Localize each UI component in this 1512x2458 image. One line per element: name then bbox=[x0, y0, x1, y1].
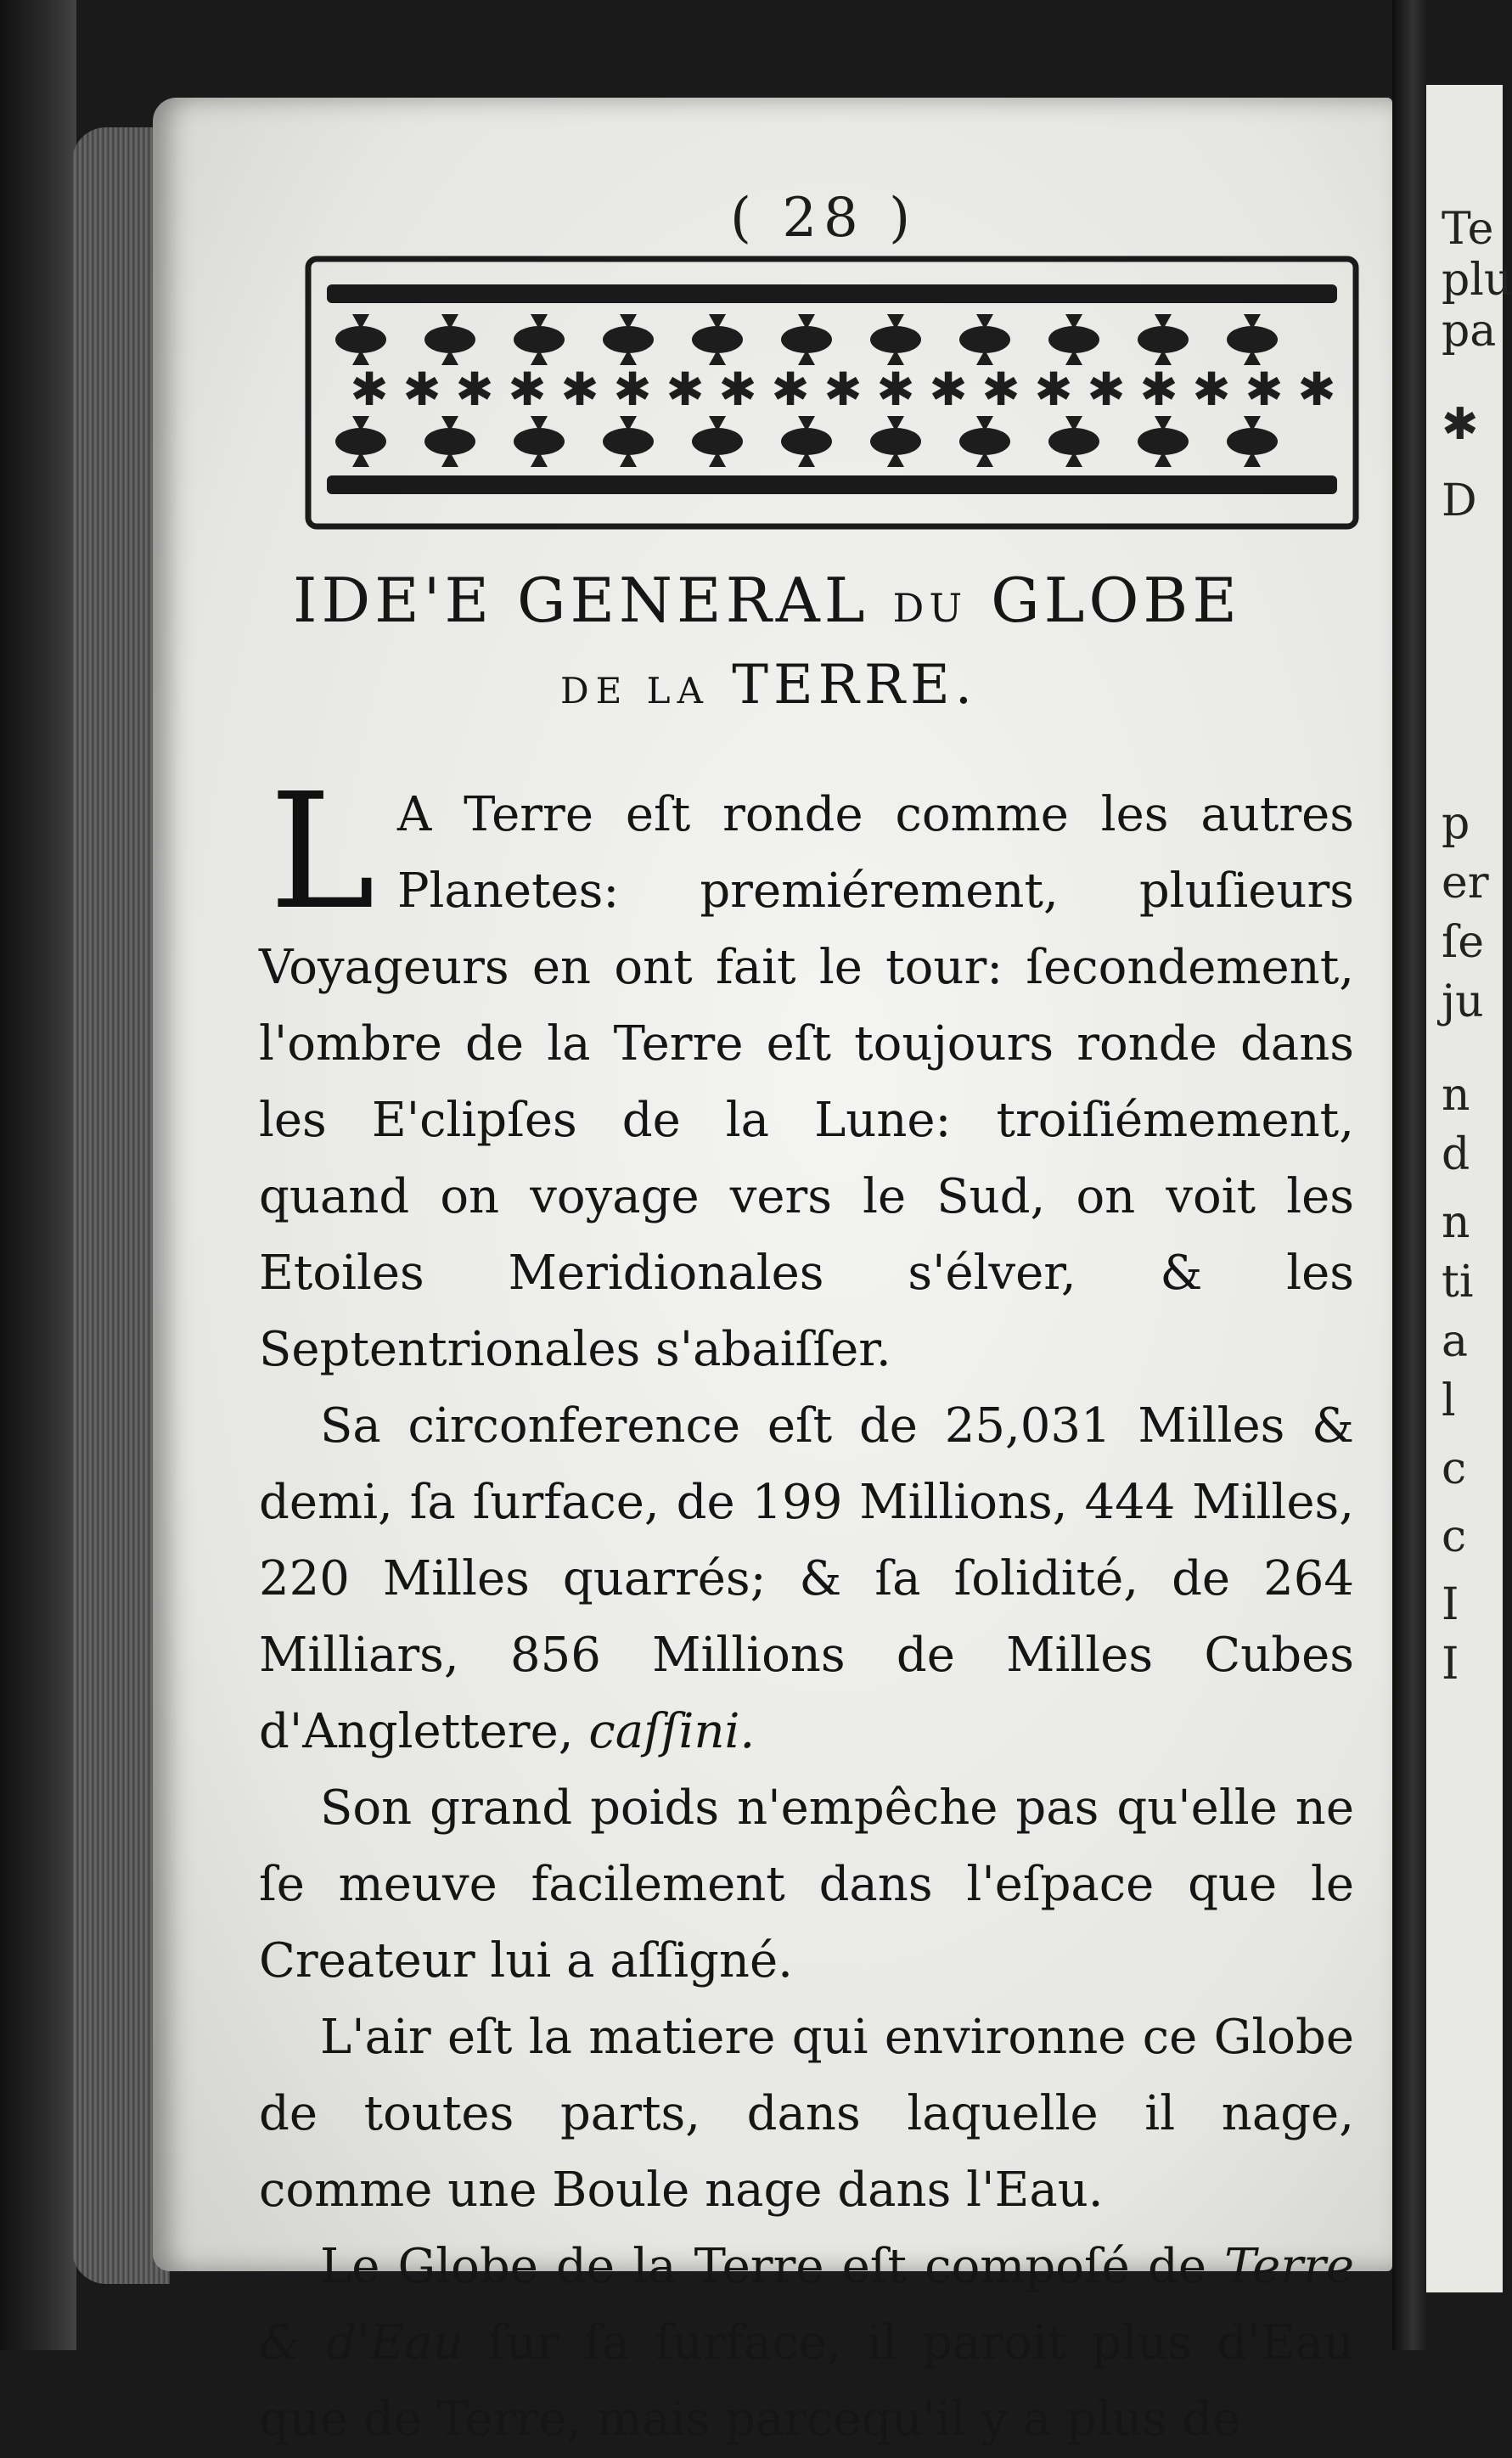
ornament-knot bbox=[424, 428, 475, 455]
ornament-star: ✱ bbox=[613, 363, 652, 416]
title-small-du: DU bbox=[892, 585, 968, 631]
facing-page-fragment: c bbox=[1442, 1443, 1467, 1494]
ornament-knot bbox=[1227, 428, 1278, 455]
ornament-star: ✱ bbox=[823, 363, 863, 416]
chapter-title-line1 bbox=[293, 565, 1367, 636]
ornament-star: ✱ bbox=[1192, 363, 1231, 416]
paragraph-1 bbox=[259, 759, 1354, 1388]
facing-page-fragment: l bbox=[1442, 1375, 1456, 1426]
paragraph-3: Son grand poids n'empêche pas qu'elle ne ſe meuve facilement dans l'eſpace que le Createur lui a aſſigné. bbox=[259, 1780, 1354, 1988]
ornament-knot bbox=[603, 428, 654, 455]
ornament-knot bbox=[781, 326, 832, 353]
decorative-headpiece bbox=[301, 250, 1363, 535]
ornament-star: ✱ bbox=[718, 363, 757, 416]
ornament-star: ✱ bbox=[981, 363, 1020, 416]
ornament-knot bbox=[424, 326, 475, 353]
ornament-knot bbox=[335, 326, 386, 353]
facing-page-fragment: I bbox=[1442, 1579, 1459, 1630]
facing-page-fragment: I bbox=[1442, 1639, 1459, 1690]
ornament-star: ✱ bbox=[1139, 363, 1178, 416]
ornament-knot bbox=[1138, 428, 1189, 455]
title-terre: TERRE. bbox=[732, 654, 978, 717]
ornament-knot bbox=[1048, 326, 1099, 353]
ornament-knot bbox=[692, 428, 743, 455]
ornament-knot bbox=[514, 326, 565, 353]
ornament-star: ✱ bbox=[929, 363, 968, 416]
ornament-star: ✱ bbox=[455, 363, 494, 416]
ornament-knot bbox=[870, 326, 921, 353]
ornament-knot bbox=[514, 428, 565, 455]
facing-page-fragment: pa bbox=[1442, 306, 1497, 357]
facing-page-fragment: p bbox=[1442, 798, 1470, 849]
facing-page-fragment: ju bbox=[1442, 976, 1484, 1027]
paragraph-5-italic: Terre & d'Eau bbox=[259, 2239, 1354, 2371]
facing-page-fragment: c bbox=[1442, 1511, 1467, 1562]
paragraph-1-text: A Terre eſt ronde comme les autres Planetes: premiérement, pluſieurs Voyageurs en ont fait le tour: ſecondement, l'ombre de la Terre eſt toujours ronde dans les E'clipſes de la Lune: troiſiémement, quand on voyage vers le Sud, on voit les Etoiles Meridionales s'élver, & les Septentrionales s'abaiſſer. bbox=[259, 787, 1354, 1377]
paragraph-5 bbox=[259, 2229, 1354, 2458]
ornament-knot bbox=[781, 428, 832, 455]
ornament-star: ✱ bbox=[771, 363, 810, 416]
facing-page bbox=[1426, 85, 1512, 2292]
facing-page-fragment: n bbox=[1442, 1070, 1470, 1121]
ornament-star: ✱ bbox=[402, 363, 441, 416]
paragraph-5-start: Le Globe de la Terre eſt compoſé de bbox=[320, 2239, 1206, 2294]
paragraph-2 bbox=[259, 1388, 1354, 1770]
facing-page-fragment: a bbox=[1442, 1316, 1469, 1367]
page-number: ( 28 ) bbox=[730, 187, 918, 250]
ornament-knot bbox=[603, 326, 654, 353]
ornament-knot bbox=[959, 428, 1010, 455]
ornament-star: ✱ bbox=[666, 363, 705, 416]
ornament-star: ✱ bbox=[560, 363, 599, 416]
book-cover-edge bbox=[0, 0, 76, 2350]
ornament-knot bbox=[335, 428, 386, 455]
facing-page-fragment: n bbox=[1442, 1197, 1470, 1248]
paragraph-4: L'air eſt la matiere qui environne ce Globe de toutes parts, dans laquelle il nage, comme une Boule nage dans l'Eau. bbox=[259, 2010, 1354, 2218]
ornament-star: ✱ bbox=[1245, 363, 1284, 416]
body-text bbox=[259, 759, 1354, 2458]
facing-page-fragment: D bbox=[1442, 475, 1477, 526]
facing-page-fragment: d bbox=[1442, 1129, 1470, 1180]
title-part1: IDE'E GENERAL bbox=[293, 565, 869, 636]
title-small-dela: DE LA bbox=[560, 670, 710, 712]
ornament-knot bbox=[1048, 428, 1099, 455]
facing-page-fragment: Te bbox=[1442, 204, 1494, 255]
ornament-knot bbox=[959, 326, 1010, 353]
paragraph-2-citation: caſſini. bbox=[588, 1704, 756, 1759]
facing-page-fragment: ſe bbox=[1442, 917, 1485, 968]
paragraph-5-end: ſur ſa ſurface, il paroit plus d'Eau que de Terre, mais parcequ'il y a plus de bbox=[259, 2315, 1354, 2447]
ornament-star: ✱ bbox=[876, 363, 915, 416]
ornament-knot bbox=[870, 428, 921, 455]
facing-page-fragment: ti bbox=[1442, 1257, 1474, 1308]
ornament-knot bbox=[692, 326, 743, 353]
paragraph-2-text: Sa circonference eſt de 25,031 Milles & demi, ſa ſurface, de 199 Millions, 444 Milles, 220 Milles quarrés; & ſa ſolidité, de 264 Milliars, 856 Millions de Milles Cubes d'Anglettere, bbox=[259, 1398, 1354, 1759]
chapter-title-line2 bbox=[560, 654, 977, 717]
ornament-star: ✱ bbox=[350, 363, 389, 416]
facing-page-fragment: er bbox=[1442, 858, 1489, 908]
ornament-knot bbox=[1227, 326, 1278, 353]
ornament-star: ✱ bbox=[1297, 363, 1336, 416]
facing-page-fragment: ✱ bbox=[1442, 399, 1479, 450]
ornament-star: ✱ bbox=[1034, 363, 1073, 416]
ornament-star: ✱ bbox=[1087, 363, 1126, 416]
book-gutter bbox=[1392, 0, 1426, 2350]
ornament-knot bbox=[1138, 326, 1189, 353]
drop-cap: L bbox=[269, 759, 375, 945]
facing-page-fragment: plu bbox=[1442, 255, 1512, 306]
title-part2: GLOBE bbox=[991, 565, 1241, 636]
ornament-star: ✱ bbox=[508, 363, 547, 416]
